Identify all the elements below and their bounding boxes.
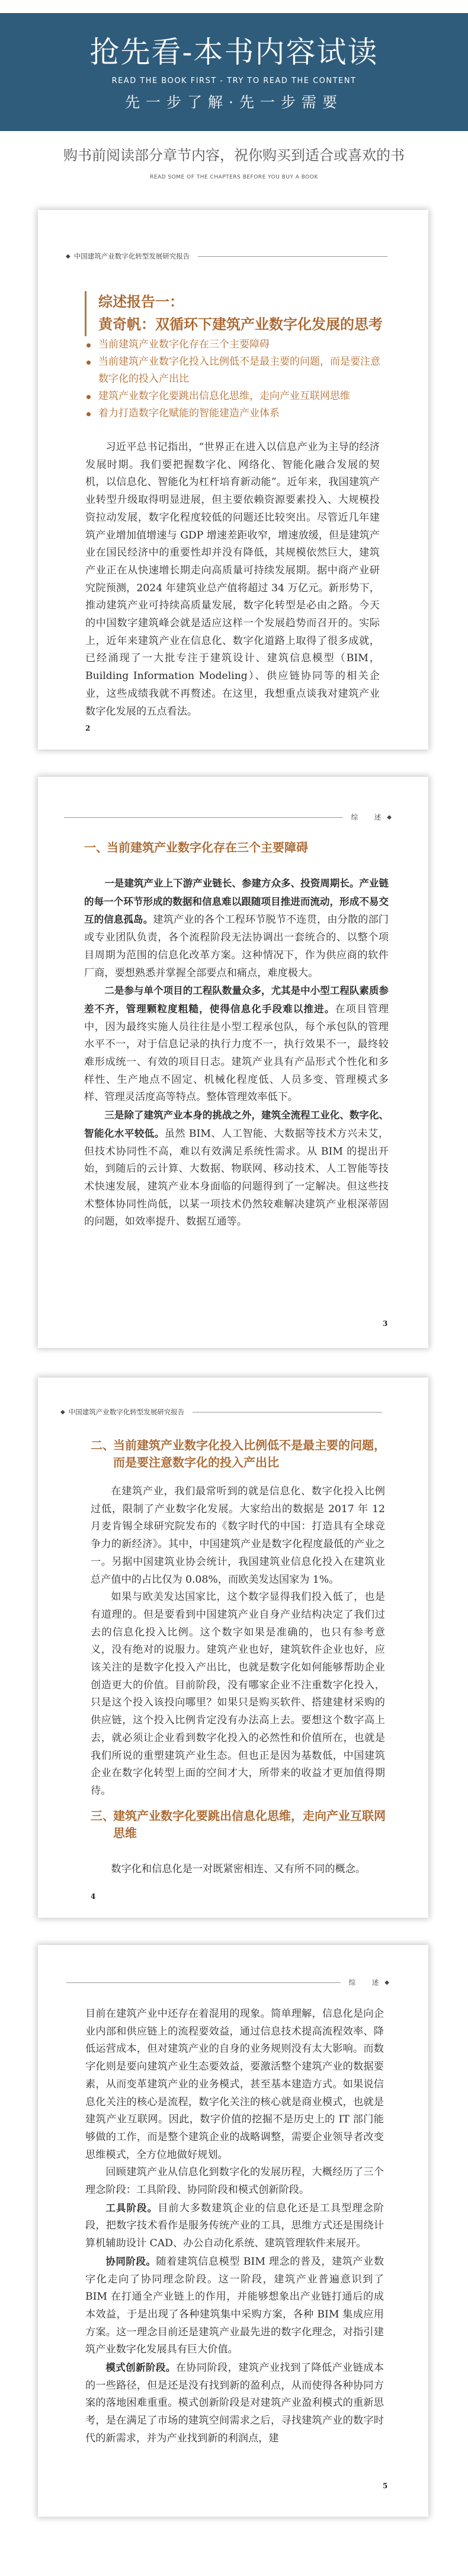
book-page-5 bbox=[38, 1945, 428, 2517]
paragraph: 三是除了建筑产业本身的挑战之外，建筑全流程工业化、数字化、智能化水平较低。虽然 BIM、人工智能、大数据等技术方兴未艾，但技术协同性不高，难以有效满足系统性需求。从 BIM 的提出开始，到随后的云计算、大数据、物联网、移动技术、人工智能等技术快速发展，建筑产业本身面临的问题得到了一定解决。但这些技术整体协同性尚低，以某一项技术仍然较难解决建筑产业根深蒂固的问题，如效率提升、数据互通等。 bbox=[84, 1110, 389, 1228]
paragraph: 工具阶段。目前大多数建筑企业的信息化还是工具型理念阶段，把数字技术看作是服务传统产业的工具，思维方式还是围绕计算机辅助设计 CAD、办公自动化系统、建筑管理软件来展开。 bbox=[85, 2202, 384, 2250]
section-heading-3 bbox=[91, 1807, 387, 1842]
running-head-title: 中国建筑产业数字化转型发展研究报告 bbox=[68, 1408, 185, 1416]
header-rule bbox=[193, 1412, 382, 1413]
page-number: 4 bbox=[91, 1892, 96, 1901]
banner-english-subtitle: READ THE BOOK FIRST - TRY TO READ THE CONTENT bbox=[111, 76, 357, 85]
body-text bbox=[91, 1861, 387, 1879]
key-point: 当前建筑产业数字化投入比例低不是最主要的问题，而是要注意数字化的投入产出比 bbox=[85, 353, 382, 388]
header-rule bbox=[198, 256, 387, 257]
banner-subtitle: 先一步了解·先一步需要 bbox=[125, 94, 343, 111]
paragraph: 回顾建筑产业从信息化到数字化的发展历程，大概经历了三个理念阶段：工具阶段、协同阶段和模式创新阶段。 bbox=[85, 2166, 384, 2196]
banner-title: 抢先看-本书内容试读 bbox=[89, 35, 379, 69]
paragraph: 协同阶段。随着建筑信息模型 BIM 理念的普及，建筑产业数字化走向了协同理念阶段。这一阶段，建筑产业普遍意识到了 BIM 在打通全产业链上的作用，并能够想象出产业链打通后的成本效益，于是出现了各种建筑集中采购方案，各种 BIM 集成应用方案。这一理念目前还是建筑产业最先进的数字化理念，对指引建筑产业数字化发展具有巨大价值。 bbox=[85, 2255, 384, 2356]
paragraph: 如果与欧美发达国家比，这个数字显得我们投入低了，也是有道理的。但是要看到中国建筑产业自身产业结构决定了我们过去的信息化投入比例。这个数字如果是准确的，也只有参考意义，没有绝对的说服力。建筑产业也好，建筑软件企业也好，应该关注的是数字化投入产出比，也就是数字化如何能够帮助企业创造更大的价值。目前阶段，没有哪家企业不注重数字化投入，只是这个投入该投向哪里？如果只是购买软件、搭建建材采购的供应链，这个投入比例肯定没有办法高上去。要想这个数字高上去，就必须让企业看到数字化投入的必然性和价值所在，也就是我们所说的重塑建筑产业生态。但也正是因为基数低，中国建筑企业在数字化转型上面的空间才大，所带来的收益才更加值得期待。 bbox=[91, 1591, 385, 1797]
section-number: 二、 bbox=[91, 1438, 114, 1452]
book-page-4 bbox=[38, 1378, 428, 1918]
body-text bbox=[85, 439, 380, 720]
running-head-title: 中国建筑产业数字化转型发展研究报告 bbox=[73, 252, 190, 260]
paragraph: 在建筑产业，我们最常听到的就是信息化、数字化投入比例过低，限制了产业数字化发展。大家给出的数据是 2017 年 12 月麦肯锡全球研究院发布的《数字时代的中国：打造具有全球竞争力的新经济》。其中，中国建筑产业是数字化程度最低的产业之一。另据中国建筑业协会统计，我国建筑业信息化投入在建筑业总产值中的占比仅为 0.08%，而欧美发达国家为 1%。 bbox=[91, 1485, 385, 1586]
header-rule bbox=[66, 1982, 341, 1983]
key-point: 当前建筑产业数字化存在三个主要障碍 bbox=[85, 336, 382, 353]
body-text bbox=[84, 875, 389, 1231]
section-title: 当前建筑产业数字化投入比例低不是最主要的问题，而是要注意数字化的投入产出比 bbox=[113, 1438, 386, 1469]
page-number: 5 bbox=[383, 2482, 388, 2490]
header-rule bbox=[64, 817, 343, 818]
report-label: 综述报告一： bbox=[98, 293, 184, 310]
key-point: 建筑产业数字化要跳出信息化思维，走向产业互联网思维 bbox=[85, 388, 382, 405]
paragraph-lead: 协同阶段。 bbox=[105, 2255, 156, 2267]
diamond-icon: ◆ bbox=[60, 1408, 65, 1415]
section-title: 建筑产业数字化要跳出信息化思维，走向产业互联网思维 bbox=[113, 1809, 386, 1840]
diamond-icon: ◆ bbox=[66, 253, 70, 260]
section-heading-2 bbox=[91, 1437, 387, 1471]
running-head bbox=[66, 251, 387, 261]
report-title-block bbox=[85, 291, 400, 336]
book-page-2 bbox=[38, 210, 428, 750]
intro-english: READ SOME OF THE CHAPTERS BEFORE YOU BUY A BOOK bbox=[150, 174, 318, 180]
section-heading-1 bbox=[84, 839, 392, 856]
paragraph: 模式创新阶段。在协同阶段，建筑产业找到了降低产业链成本的一些路径，但是还是没有找到新的盈利点，从而使得各种协同方案的落地困难重重。模式创新阶段是对建筑产业盈利模式的重新思考，是在满足了市场的建筑空间需求之后，寻找建筑产业的数字时代的新需求，并为产业找到新的利润点，建 bbox=[85, 2362, 384, 2444]
book-page-3 bbox=[38, 777, 428, 1348]
page-number: 3 bbox=[383, 1319, 388, 1328]
diamond-icon: ◆ bbox=[387, 814, 392, 821]
paragraph-lead: 工具阶段。 bbox=[105, 2202, 158, 2214]
running-head bbox=[66, 1978, 389, 1987]
key-point: 着力打造数字化赋能的智能建造产业体系 bbox=[85, 405, 382, 422]
key-points-list bbox=[85, 336, 382, 422]
diamond-icon: ◆ bbox=[384, 1979, 389, 1986]
paragraph: 目前在建筑产业中还存在着混用的现象。简单理解，信息化是向企业内部和供应链上的流程要效益，通过信息技术提高流程效率、降低运营成本，但对建筑产业的自身的业务规则没有太大影响。而数字化则是要向建筑产业生态要效益，要激活整个建筑产业的数据要素，从而变革建筑产业的业务模式，甚至基本建造方式。如果说信息化关注的核心是流程，数字化关注的核心就是商业模式，也就是建筑产业互联网。因此，数字价值的挖掘不是历史上的 IT 部门能够做的工作，而是整个建筑企业的战略调整，需要企业领导者改变思维模式，全方位地做好规划。 bbox=[85, 2008, 384, 2161]
paragraph-lead: 二是参与单个项目的工程队数量众多，尤其是中小型工程队素质参差不齐，管理颗粒度粗糙，使得信息化手段难以推进。 bbox=[84, 985, 389, 1015]
running-head-title: 综 述 bbox=[348, 1978, 386, 1987]
running-head bbox=[60, 1407, 382, 1417]
section-title: 当前建筑产业数字化存在三个主要障碍 bbox=[107, 840, 308, 855]
paragraph: 二是参与单个项目的工程队数量众多，尤其是中小型工程队素质参差不齐，管理颗粒度粗糙，使得信息化手段难以推进。在项目管理中，因为最终实施人员往往是小型工程承包队，每个承包队的管理水平不一，对于信息记录的执行力度不一，执行效果不一，最终较难形成统一、有效的项目日志。建筑产业具有产品形式个性化和多样性、生产地点不固定、机械化程度低、人员多变、管理模式多样、管理灵活度高等特点。整体管理效率低下。 bbox=[84, 985, 389, 1104]
paragraph-lead: 模式创新阶段。 bbox=[105, 2362, 176, 2374]
paragraph-lead: 一是建筑产业上下游产业链长、参建方众多、投资周期长。产业链的每一个环节形成的数据和信息难以跟随项目推进而流动，形成不易交互的信息孤岛。 bbox=[84, 878, 389, 926]
body-text bbox=[91, 1483, 385, 1800]
paragraph: 数字化和信息化是一对既紧密相连、又有所不同的概念。 bbox=[111, 1863, 366, 1875]
section-number: 三、 bbox=[91, 1809, 114, 1823]
running-head bbox=[64, 812, 392, 822]
paragraph: 一是建筑产业上下游产业链长、参建方众多、投资周期长。产业链的每一个环节形成的数据和信息难以跟随项目推进而流动，形成不易交互的信息孤岛。建筑产业的各个工程环节脱节不连贯，由分散的部门或专业团队负责，各个流程阶段无法协调出一套统合的、以整个项目周期为范围的信息化改革方案。这种情况下，作为供应商的软件厂商，要想熟悉并掌握全部要点和痛点，难度极大。 bbox=[84, 878, 389, 979]
report-title: 黄奇帆：双循环下建筑产业数字化发展的思考 bbox=[98, 316, 383, 333]
running-head-title: 综 述 bbox=[351, 813, 389, 821]
page-number: 2 bbox=[85, 724, 91, 732]
preview-banner bbox=[0, 13, 468, 131]
intro-text: 购书前阅读部分章节内容，祝你购买到适合或喜欢的书 bbox=[63, 147, 405, 164]
body-text bbox=[85, 2006, 384, 2448]
section-number: 一、 bbox=[84, 840, 108, 855]
paragraph: 习近平总书记指出，“世界正在进入以信息产业为主导的经济发展时期。我们要把握数字化、网络化、智能化融合发展的契机，以信息化、智能化为杠杆培育新动能”。近年来，我国建筑产业转型升级取得明显进展，但主要依赖资源要素投入、大规模投资拉动发展，数字化程度较低的问题还比较突出。尽管近几年建筑产业增加值增速与 GDP 增速差距收窄，增速放缓，但是建筑产业在国民经济中的重要性却并没有降低，其规模依然巨大，建筑产业正在从快速增长期走向高质量可持续发展期。据中商产业研究院预测，2024 年建筑业总产值将超过 34 万亿元。新形势下，推动建筑产业可持续高质量发展，数字化转型是必由之路。今天的中国数字建筑峰会就是适应这样一个发展趋势而召开的。实际上，近年来建筑产业在信息化、数字化道路上取得了很多成就，已经涌现了一大批专注于建筑设计、建筑信息模型（BIM，Building Information Modeling）、供应链协同等的相关企业，这些成绩我就不再赘述。在这里，我想重点谈我对建筑产业数字化发展的五点看法。 bbox=[85, 441, 380, 718]
paragraph-lead: 三是除了建筑产业本身的挑战之外，建筑全流程工业化、数字化、智能化水平较低。 bbox=[84, 1110, 389, 1139]
